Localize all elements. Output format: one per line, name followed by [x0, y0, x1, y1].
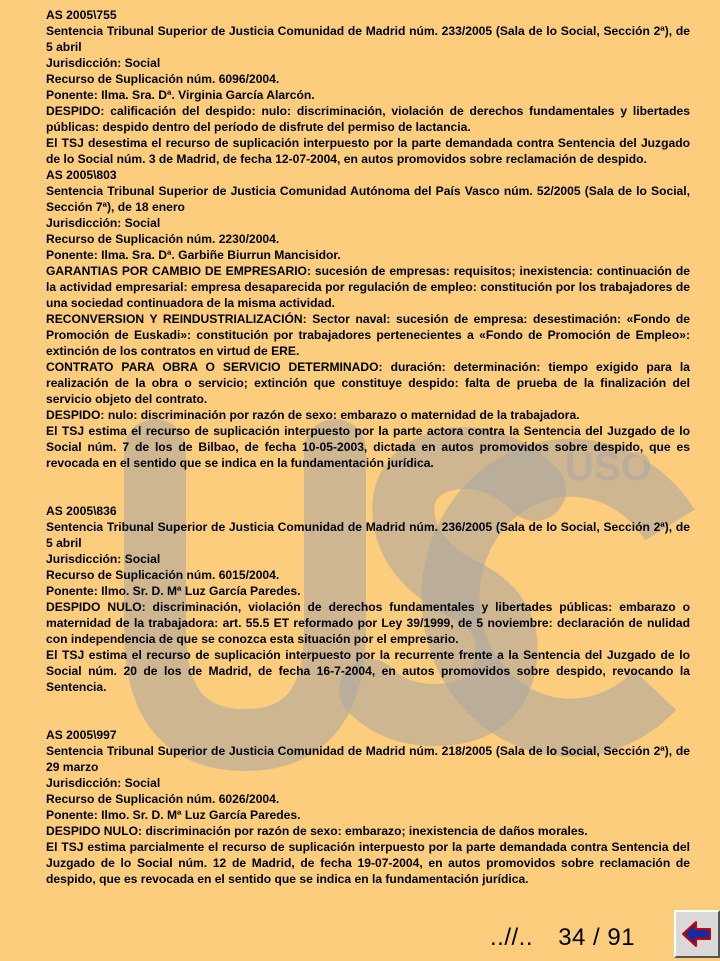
entry-ponente: Ponente: Ilmo. Sr. D. Mª Luz García Paredes. [46, 584, 301, 598]
entry-ref: AS 2005\997 [46, 728, 117, 742]
entry-jurisdiction: Jurisdicción: Social [46, 216, 161, 230]
entry-appeal: Recurso de Suplicación núm. 6026/2004. [46, 792, 280, 806]
entry-ponente: Ponente: Ilma. Sra. Dª. Virginia García Alarcón. [46, 88, 315, 102]
entry-paragraph: DESPIDO NULO: discriminación, violación de derechos fundamentales y libertades públicas: embarazo o maternidad de la trabajadora: art. 55.5 ET reformado por Ley 39/1999, de 5 noviembre: declaración de nulidad con independencia de que se conozca esta situación por el empresario. [46, 600, 690, 646]
page-footer [490, 924, 635, 952]
back-arrow-icon [676, 912, 718, 956]
entry-jurisdiction: Jurisdicción: Social [46, 776, 161, 790]
continue-marker: ..//.. [490, 924, 534, 951]
watermark-letters: USO [565, 445, 652, 489]
entry-paragraph: El TSJ estima el recurso de suplicación interpuesto por la parte actora contra la Sentencia del Juzgado de lo Social núm. 7 de los de Bilbao, de fecha 10-05-2003, dictada en autos promovidos sobre despido, que es revocada en el sentido que se indica en la fundamentación jurídica. [46, 424, 690, 470]
entry-title: Sentencia Tribunal Superior de Justicia Comunidad de Madrid núm. 233/2005 (Sala de lo Social, Sección 2ª), de 5 abril [46, 24, 690, 54]
entry-paragraph: DESPIDO: nulo: discriminación por razón de sexo: embarazo o maternidad de la trabajadora. [46, 408, 580, 422]
entry-paragraph: DESPIDO NULO: discriminación por razón de sexo: embarazo; inexistencia de daños morales. [46, 824, 588, 838]
entry-paragraph: El TSJ estima el recurso de suplicación interpuesto por la recurrente frente a la Sentencia del Juzgado de lo Social núm. 20 de los de Madrid, de fecha 16-7-2004, en autos promovidos sobre despido, revocando la Sentencia. [46, 648, 690, 694]
entry-ponente: Ponente: Ilmo. Sr. D. Mª Luz García Paredes. [46, 808, 301, 822]
spacer [46, 471, 690, 503]
entry-jurisdiction: Jurisdicción: Social [46, 56, 161, 70]
entry-jurisdiction: Jurisdicción: Social [46, 552, 161, 566]
entry-ref: AS 2005\803 [46, 168, 117, 182]
entry-ponente: Ponente: Ilma. Sra. Dª. Garbiñe Biurrun Mancisidor. [46, 248, 341, 262]
entry-ref: AS 2005\836 [46, 504, 117, 518]
entry-title: Sentencia Tribunal Superior de Justicia Comunidad Autónoma del País Vasco núm. 52/2005 (Sala de lo Social, Sección 7ª), de 18 enero [46, 184, 690, 214]
entry-ref: AS 2005\755 [46, 8, 117, 22]
document-entry [46, 167, 690, 471]
entry-appeal: Recurso de Suplicación núm. 6096/2004. [46, 72, 280, 86]
entry-paragraph: RECONVERSION Y REINDUSTRIALIZACIÓN: Sector naval: sucesión de empresa: desestimación: «Fondo de Promoción de Euskadi»: constitución por trabajadores pertenecientes a «Fondo de Promoción de Empleo»: extinción de los contratos en virtud de ERE. [46, 312, 690, 358]
document-entry [46, 7, 690, 167]
document-entry [46, 727, 690, 887]
back-button[interactable] [674, 910, 720, 958]
entry-paragraph: GARANTIAS POR CAMBIO DE EMPRESARIO: sucesión de empresas: requisitos; inexistencia: continuación de la actividad empresarial: empresa desaparecida por regulación de empleo: constitución por los trabajadores de una sociedad continuadora de la misma actividad. [46, 264, 690, 310]
entry-paragraph: DESPIDO: calificación del despido: nulo: discriminación, violación de derechos fundamentales y libertades públicas: despido dentro del período de disfrute del permiso de lactancia. [46, 104, 690, 134]
entry-paragraph: El TSJ desestima el recurso de suplicación interpuesto por la parte demandada contra Sentencia del Juzgado de lo Social núm. 3 de Madrid, de fecha 12-07-2004, en autos promovidos sobre reclamación de despido. [46, 136, 690, 166]
spacer [46, 695, 690, 727]
entry-appeal: Recurso de Suplicación núm. 6015/2004. [46, 568, 280, 582]
entry-appeal: Recurso de Suplicación núm. 2230/2004. [46, 232, 280, 246]
entry-title: Sentencia Tribunal Superior de Justicia Comunidad de Madrid núm. 236/2005 (Sala de lo Social, Sección 2ª), de 5 abril [46, 520, 690, 550]
page-number: 34 / 91 [558, 924, 636, 951]
document-list [46, 7, 690, 887]
document-entry [46, 503, 690, 695]
entry-title: Sentencia Tribunal Superior de Justicia Comunidad de Madrid núm. 218/2005 (Sala de lo Social, Sección 2ª), de 29 marzo [46, 744, 690, 774]
entry-paragraph: El TSJ estima parcialmente el recurso de suplicación interpuesto por la parte demandada contra Sentencia del Juzgado de lo Social núm. 12 de Madrid, de fecha 19-07-2004, en autos promovidos sobre reclamación de despido, que es revocada en el sentido que se indica en la fundamentación jurídica. [46, 840, 690, 886]
entry-paragraph: CONTRATO PARA OBRA O SERVICIO DETERMINADO: duración: determinación: tiempo exigido para la realización de la obra o servicio; extinción que constituye despido: falta de prueba de la finalización del servicio objeto del contrato. [46, 360, 690, 406]
